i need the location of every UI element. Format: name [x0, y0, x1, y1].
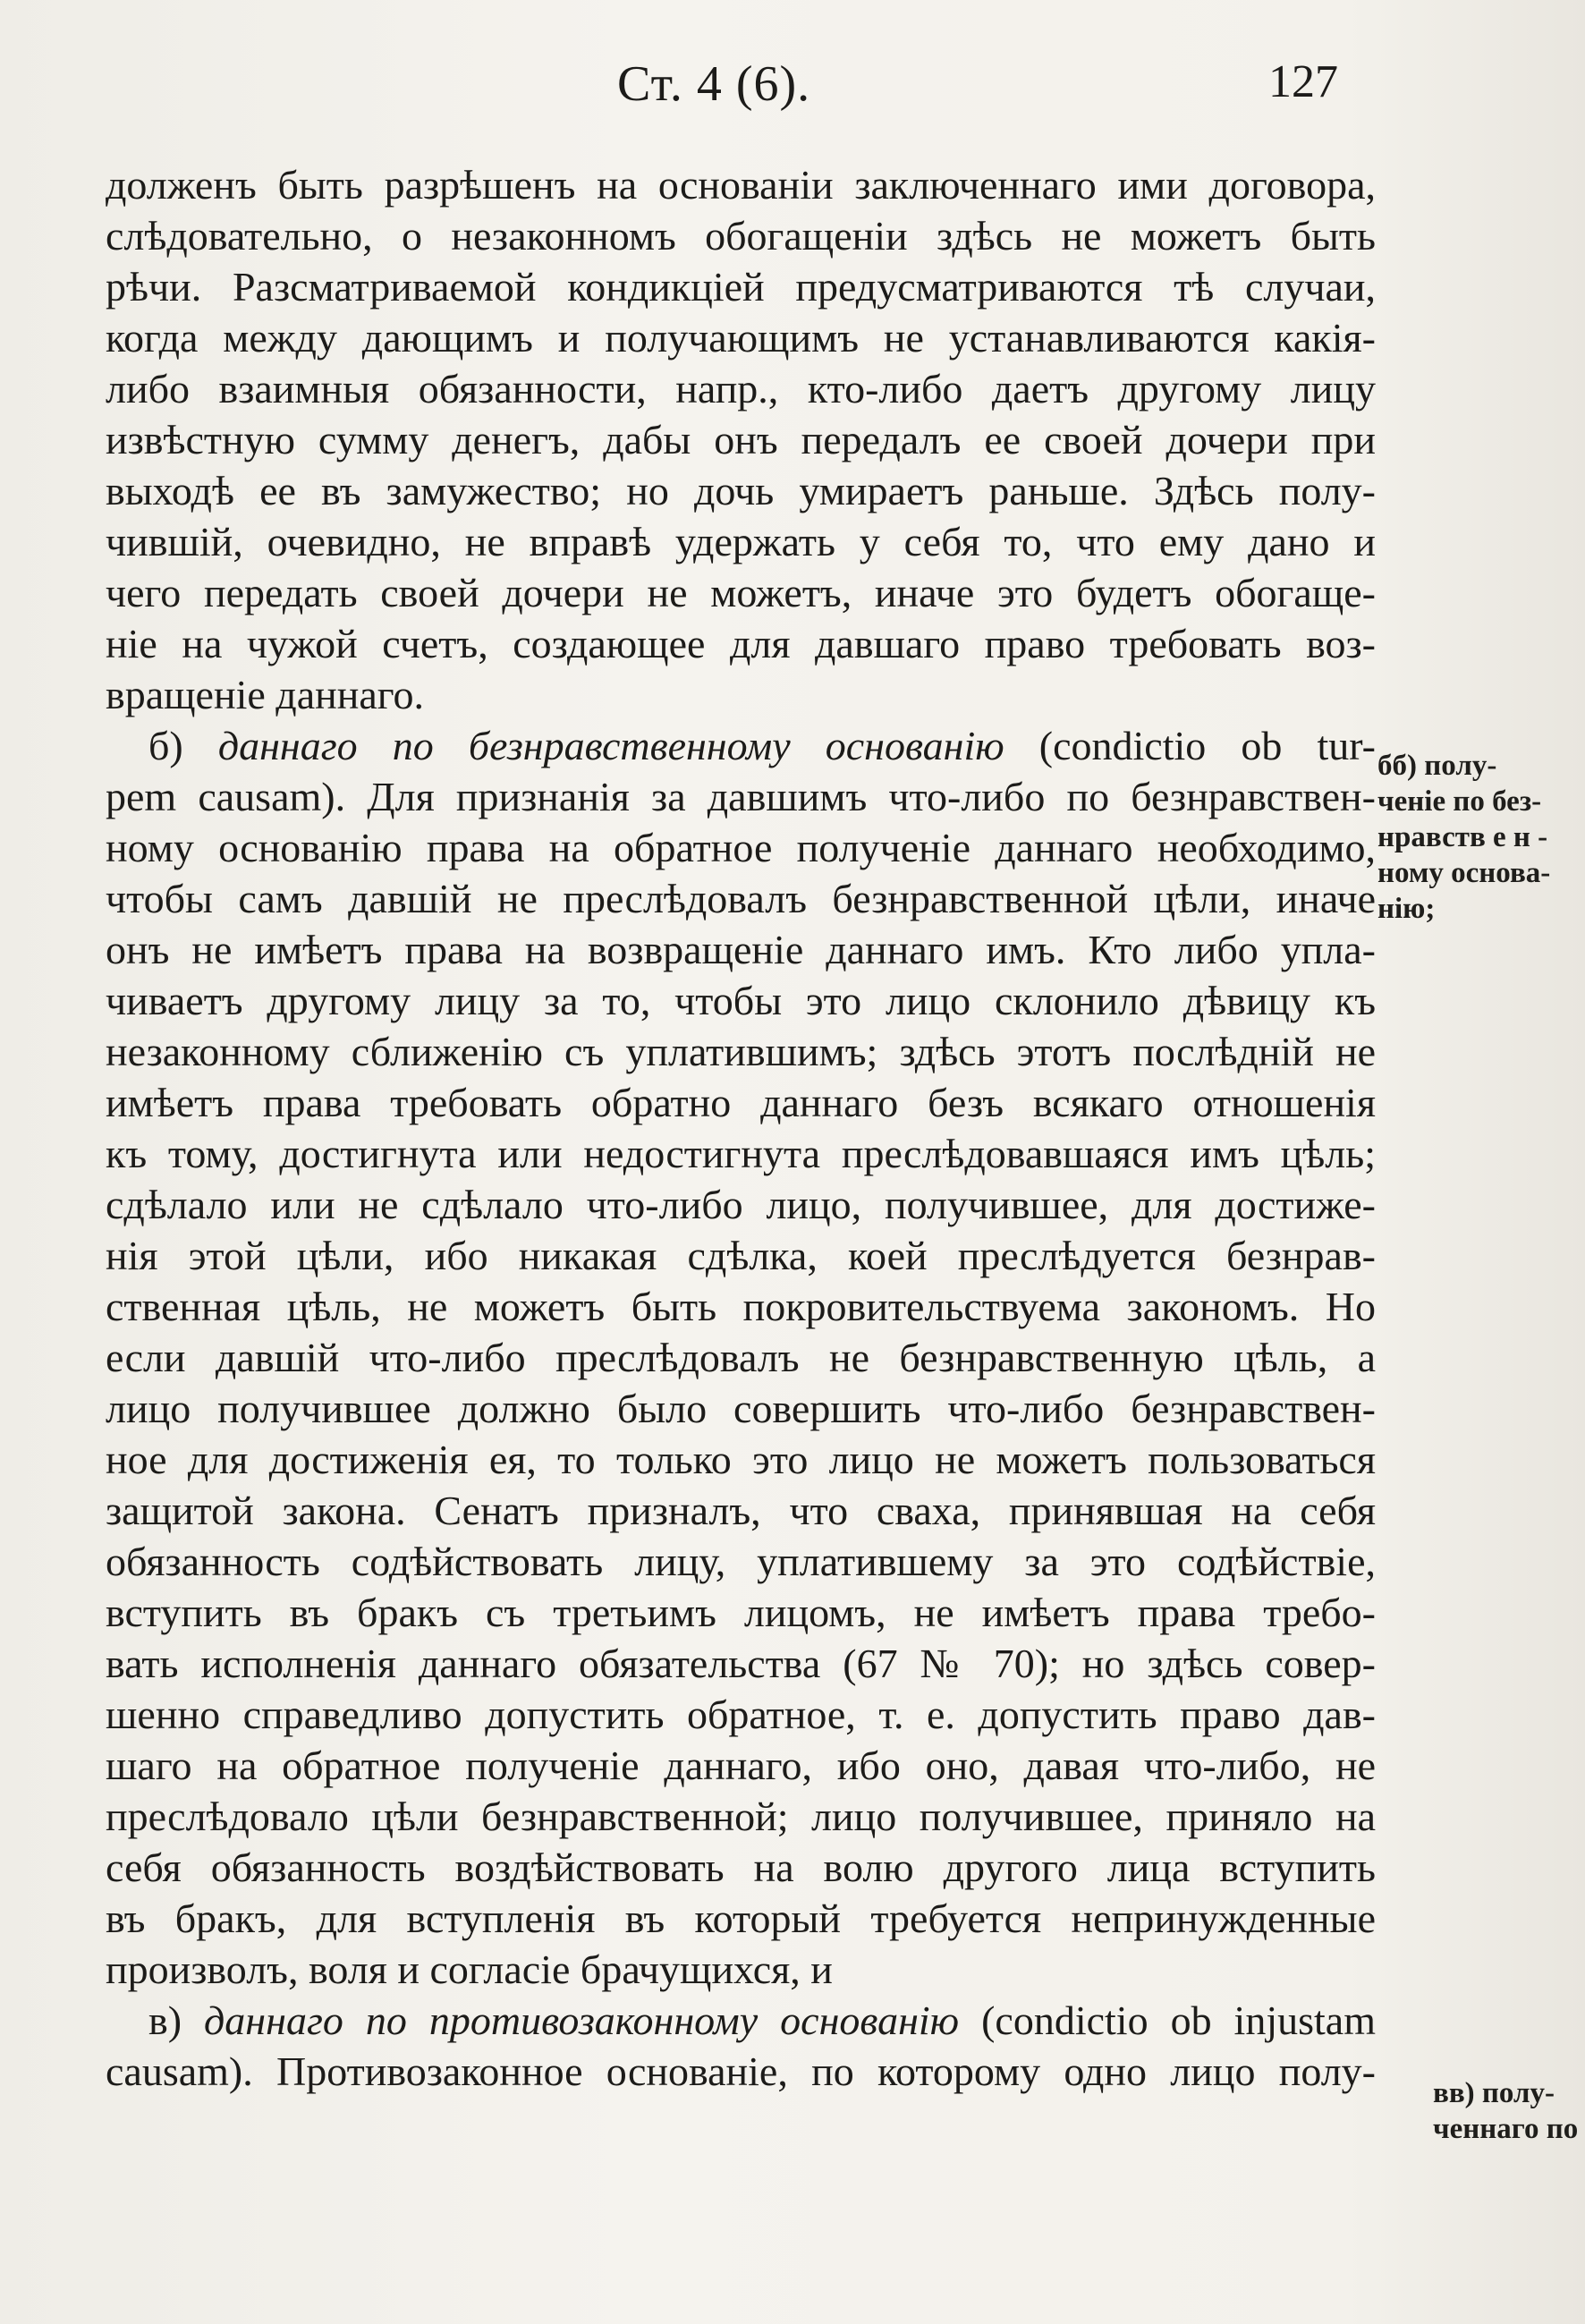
- text-line: чиваетъ другому лицу за то, чтобы это лицо склонило дѣвицу къ: [106, 978, 1376, 1023]
- list-marker: в): [148, 1997, 205, 2043]
- text-line: вступить въ бракъ съ третьимъ лицомъ, не имѣетъ права требо-: [106, 1590, 1376, 1635]
- list-marker: б): [148, 723, 218, 768]
- text-line: когда между дающимъ и получающимъ не устанавливаются какія-: [106, 315, 1376, 360]
- text-line: ніе на чужой счетъ, создающее для давшаго право требовать воз-: [106, 621, 1376, 666]
- text-line: себя обязанность воздѣйствовать на волю другого лица вступить: [106, 1845, 1376, 1890]
- text-line: шаго на обратное полученіе даннаго, ибо оно, давая что-либо, не: [106, 1743, 1376, 1788]
- italic-heading: даннаго по безнравственному основанію: [217, 723, 1004, 768]
- text-line: вращеніе даннаго.: [106, 672, 424, 717]
- text-line: лицо получившее должно было совершить что-либо безнравствен-: [106, 1386, 1376, 1431]
- text-line: обязанность содѣйствовать лицу, уплатившему за это содѣйствіе,: [106, 1539, 1376, 1584]
- margin-note-line: вв) полу-: [1433, 2077, 1555, 2109]
- running-head: Ст. 4 (6).: [617, 56, 811, 112]
- margin-note-line: нію;: [1377, 893, 1436, 925]
- body-text: [106, 159, 1376, 2097]
- margin-note-line: ченнаго по: [1433, 2113, 1579, 2145]
- margin-note-line: ному основа-: [1377, 857, 1551, 889]
- paragraph-2-first-line: [106, 720, 1376, 771]
- latin-term: (condictio ob injustam: [959, 1997, 1376, 2043]
- margin-note-v: [1433, 2075, 1585, 2147]
- text-line: вать исполненія даннаго обязательства (67 № 70); но здѣсь совер-: [106, 1641, 1376, 1686]
- text-line: ственная цѣль, не можетъ быть покровительствуема закономъ. Но: [106, 1284, 1376, 1329]
- text-line: выходѣ ее въ замужество; но дочь умираетъ раньше. Здѣсь полу-: [106, 468, 1376, 513]
- text-line: чившій, очевидно, не вправѣ удержать у себя то, что ему дано и: [106, 519, 1376, 564]
- text-line: въ бракъ, для вступленія въ который требуется непринужденные: [106, 1896, 1376, 1941]
- text-line: защитой закона. Сенатъ призналъ, что сваха, принявшая на себя: [106, 1488, 1376, 1533]
- paragraph-1: [106, 159, 1376, 720]
- text-line: рѣчи. Разсматриваемой кондикціей предусматриваются тѣ случаи,: [106, 264, 1376, 310]
- text-line: слѣдовательно, о незаконномъ обогащеніи здѣсь не можетъ быть: [106, 213, 1376, 259]
- text-line: незаконному сближенію съ уплатившимъ; здѣсь этотъ послѣдній не: [106, 1029, 1376, 1074]
- paragraph-3-first-line: [106, 1995, 1376, 2046]
- margin-note-line: ченіе по без-: [1377, 785, 1542, 818]
- margin-note-line: бб) полу-: [1377, 750, 1497, 782]
- text-line: либо взаимныя обязанности, напр., кто-либо даетъ другому лицу: [106, 366, 1376, 411]
- latin-term: (condictio ob tur-: [1004, 723, 1376, 768]
- page-header: [0, 55, 1585, 127]
- italic-heading: даннаго по противозаконному основанію: [204, 1997, 960, 2043]
- text-line: ному основанію права на обратное полученіе даннаго необходимо,: [106, 825, 1376, 870]
- text-line: преслѣдовало цѣли безнравственной; лицо получившее, приняло на: [106, 1794, 1376, 1839]
- text-line: имѣетъ права требовать обратно даннаго безъ всякаго отношенія: [106, 1080, 1376, 1125]
- paragraph-2: [106, 720, 1376, 1995]
- margin-note-line: нравств е н -: [1377, 821, 1548, 853]
- text-line: шенно справедливо допустить обратное, т. е. допустить право дав-: [106, 1692, 1376, 1737]
- text-line: чтобы самъ давшій не преслѣдовалъ безнравственной цѣли, иначе: [106, 876, 1376, 921]
- text-line: ное для достиженія ея, то только это лицо не можетъ пользоваться: [106, 1437, 1376, 1482]
- page-number: 127: [1268, 56, 1338, 107]
- text-line: нія этой цѣли, ибо никакая сдѣлка, коей преслѣдуется безнрав-: [106, 1233, 1376, 1278]
- margin-note-b: [1377, 748, 1574, 927]
- text-line: долженъ быть разрѣшенъ на основаніи заключеннаго ими договора,: [106, 162, 1376, 208]
- text-line: извѣстную сумму денегъ, дабы онъ передалъ ее своей дочери при: [106, 417, 1376, 462]
- text-line: онъ не имѣетъ права на возвращеніе даннаго имъ. Кто либо упла-: [106, 927, 1376, 972]
- text-line: pem causam). Для признанія за давшимъ что-либо по безнравствен-: [106, 774, 1376, 819]
- text-line: если давшій что-либо преслѣдовалъ не безнравственную цѣль, а: [106, 1335, 1376, 1380]
- text-line: къ тому, достигнута или недостигнута преслѣдовавшаяся имъ цѣль;: [106, 1131, 1376, 1176]
- text-line: сдѣлало или не сдѣлало что-либо лицо, получившее, для достиже-: [106, 1182, 1376, 1227]
- text-line: произволъ, воля и согласіе брачущихся, и: [106, 1947, 833, 1992]
- text-line: causam). Противозаконное основаніе, по которому одно лицо полу-: [106, 2048, 1376, 2094]
- paragraph-3: [106, 1995, 1376, 2097]
- text-line: чего передать своей дочери не можетъ, иначе это будетъ обогаще-: [106, 570, 1376, 615]
